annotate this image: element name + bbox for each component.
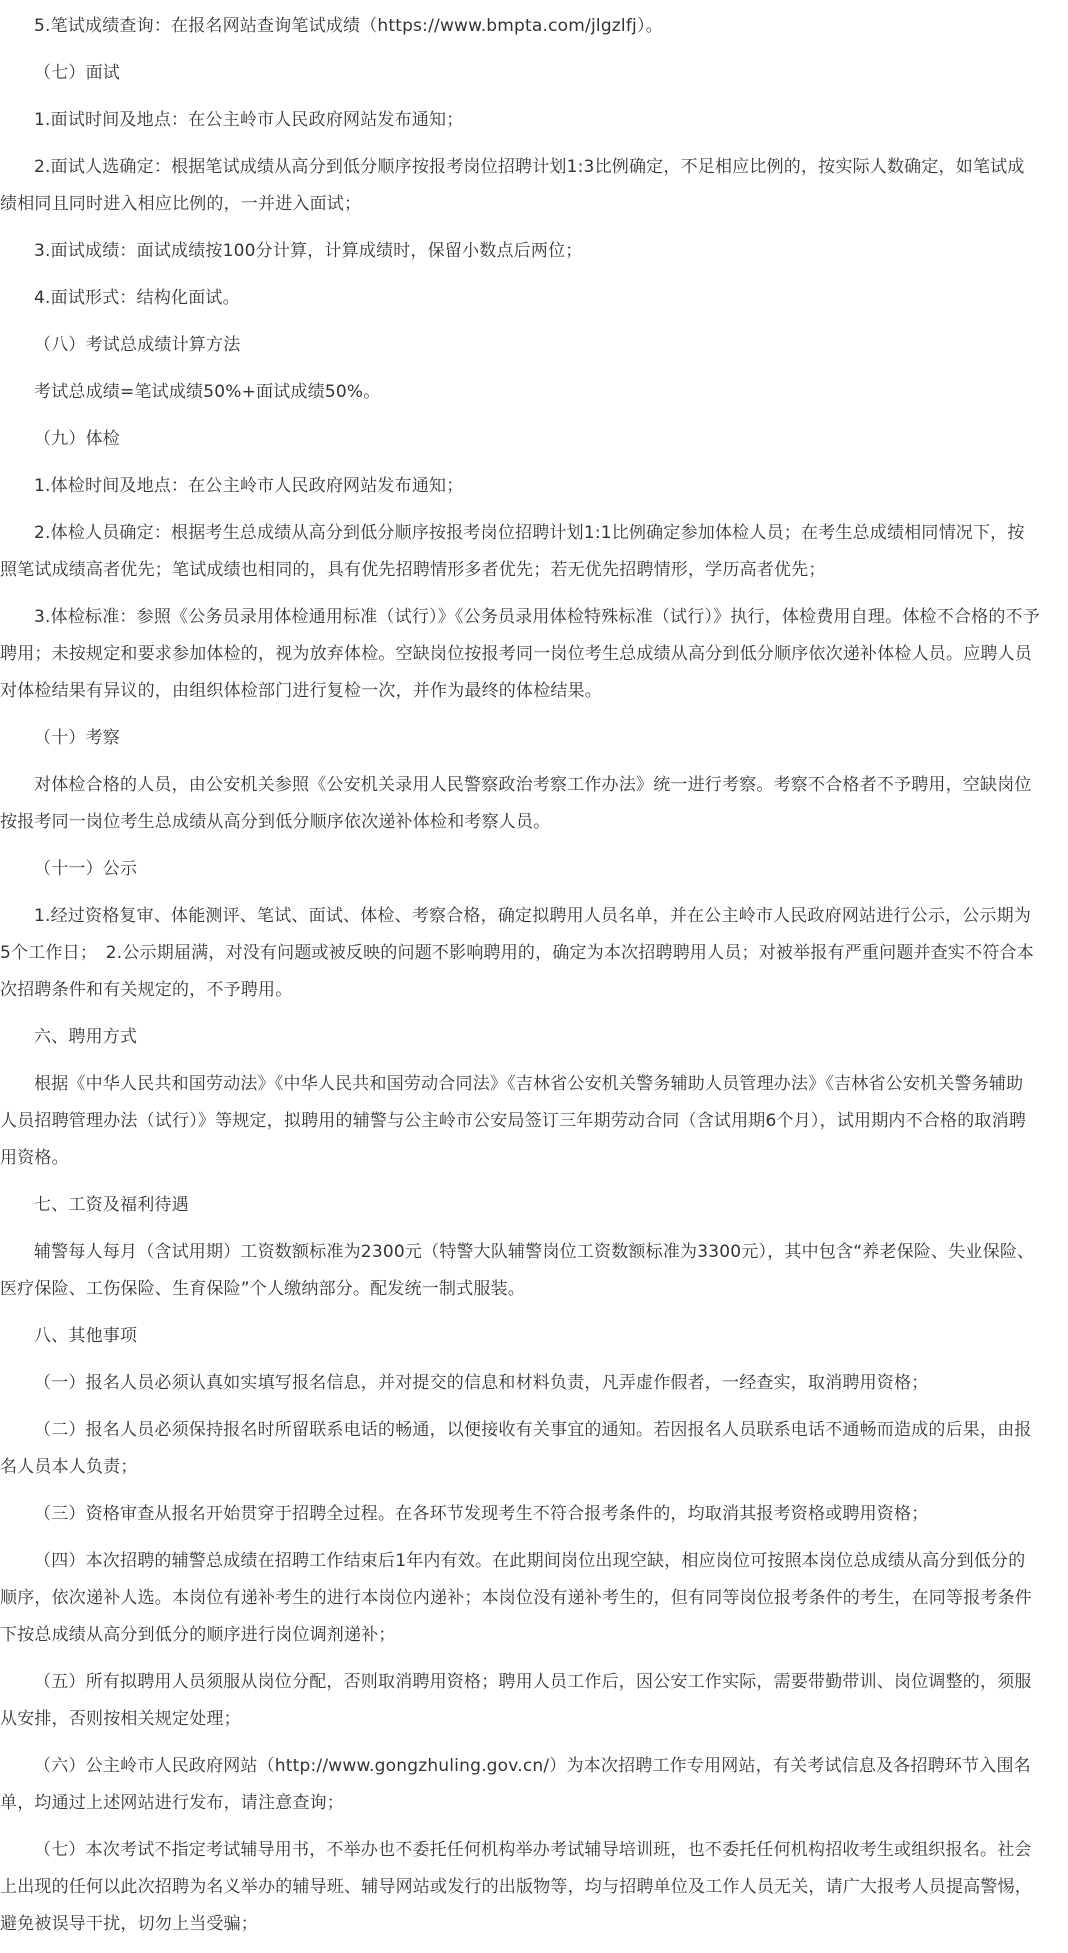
para-exam-time: 1.体检时间及地点：在公主岭市人民政府网站发布通知； <box>34 476 464 496</box>
para-interview-form: 4.面试形式：结构化面试。 <box>34 288 240 308</box>
para-interview-time: 1.面试时间及地点：在公主岭市人民政府网站发布通知； <box>34 110 464 130</box>
para-publicity: 1.经过资格复审、体能测评、笔试、面试、体检、考察合格，确定拟聘用人员名单，并在公主岭市人民政府网站进行公示，公示期为5个工作日； 2.公示期届满，对没有问题或被反映的问题不影响聘用的，确定为本次招聘聘用人员；对被举报有严重问题并查实不符合本次招聘条件和有关规定的，不予聘用。 <box>0 906 1034 1000</box>
para-employment-method: 根据《中华人民共和国劳动法》《中华人民共和国劳动合同法》《吉林省公安机关警务辅助人员管理办法》《吉林省公安机关警务辅助人员招聘管理办法（试行）》等规定，拟聘用的辅警与公主岭市公安局签订三年期劳动合同（含试用期6个月），试用期内不合格的取消聘用资格。 <box>0 1074 1027 1168</box>
heading-physical-exam: （九）体检 <box>34 429 120 449</box>
heading-publicity: （十一）公示 <box>34 859 138 879</box>
para-other-1: （一）报名人员必须认真如实填写报名信息，并对提交的信息和材料负责，凡弄虚作假者，一经查实，取消聘用资格； <box>34 1373 929 1393</box>
para-other-6: （六）公主岭市人民政府网站（http://www.gongzhuling.gov.cn/）为本次招聘工作专用网站，有关考试信息及各招聘环节入围名单，均通过上述网站进行发布，请注意查询； <box>0 1756 1031 1813</box>
heading-investigation: （十）考察 <box>34 728 120 748</box>
para-salary: 辅警每人每月（含试用期）工资数额标准为2300元（特警大队辅警岗位工资数额标准为3300元），其中包含“养老保险、失业保险、医疗保险、工伤保险、生育保险”个人缴纳部分。配发统一制式服装。 <box>0 1242 1035 1299</box>
para-interview-selection: 2.面试人选确定：根据笔试成绩从高分到低分顺序按报考岗位招聘计划1:3比例确定，不足相应比例的，按实际人数确定，如笔试成绩相同且同时进入相应比例的，一并进入面试； <box>0 157 1025 214</box>
para-interview-score: 3.面试成绩：面试成绩按100分计算，计算成绩时，保留小数点后两位； <box>34 241 583 261</box>
article-body <box>0 8 1040 1953</box>
heading-salary: 七、工资及福利待遇 <box>34 1195 189 1215</box>
para-other-2: （二）报名人员必须保持报名时所留联系电话的畅通，以便接收有关事宜的通知。若因报名人员联系电话不通畅而造成的后果，由报名人员本人负责； <box>0 1420 1032 1477</box>
para-other-7: （七）本次考试不指定考试辅导用书，不举办也不委托任何机构举办考试辅导培训班，也不委托任何机构招收考生或组织报名。社会上出现的任何以此次招聘为名义举办的辅导班、辅导网站或发行的出版物等，均与招聘单位及工作人员无关，请广大报考人员提高警惕，避免被误导干扰，切勿上当受骗； <box>0 1840 1032 1934</box>
para-total-score-formula: 考试总成绩=笔试成绩50%+面试成绩50%。 <box>34 382 381 402</box>
para-exam-selection: 2.体检人员确定：根据考生总成绩从高分到低分顺序按报考岗位招聘计划1:1比例确定参加体检人员；在考生总成绩相同情况下，按照笔试成绩高者优先；笔试成绩也相同的，具有优先招聘情形多者优先；若无优先招聘情形，学历高者优先； <box>0 523 1025 580</box>
heading-other-matters: 八、其他事项 <box>34 1326 138 1346</box>
para-other-4: （四）本次招聘的辅警总成绩在招聘工作结束后1年内有效。在此期间岗位出现空缺，相应岗位可按照本岗位总成绩从高分到低分的顺序，依次递补人选。本岗位有递补考生的进行本岗位内递补；本岗位没有递补考生的，但有同等岗位报考条件的考生，在同等报考条件下按总成绩从高分到低分的顺序进行岗位调剂递补； <box>0 1551 1032 1645</box>
para-exam-standard: 3.体检标准：参照《公务员录用体检通用标准（试行）》《公务员录用体检特殊标准（试行）》执行，体检费用自理。体检不合格的不予聘用；未按规定和要求参加体检的，视为放弃体检。空缺岗位按报考同一岗位考生总成绩从高分到低分顺序依次递补体检人员。应聘人员对体检结果有异议的，由组织体检部门进行复检一次，并作为最终的体检结果。 <box>0 607 1040 701</box>
para-other-3: （三）资格审查从报名开始贯穿于招聘全过程。在各环节发现考生不符合报考条件的，均取消其报考资格或聘用资格； <box>34 1504 929 1524</box>
para-investigation: 对体检合格的人员，由公安机关参照《公安机关录用人民警察政治考察工作办法》统一进行考察。考察不合格者不予聘用，空缺岗位按报考同一岗位考生总成绩从高分到低分顺序依次递补体检和考察人员。 <box>0 775 1032 832</box>
para-other-5: （五）所有拟聘用人员须服从岗位分配，否则取消聘用资格；聘用人员工作后，因公安工作实际，需要带勤带训、岗位调整的，须服从安排，否则按相关规定处理； <box>0 1672 1032 1729</box>
para-written-score-query: 5.笔试成绩查询：在报名网站查询笔试成绩（https://www.bmpta.com/jlgzlfj）。 <box>34 16 663 36</box>
heading-interview: （七）面试 <box>34 63 120 83</box>
heading-total-score: （八）考试总成绩计算方法 <box>34 335 241 355</box>
heading-employment-method: 六、聘用方式 <box>34 1027 138 1047</box>
